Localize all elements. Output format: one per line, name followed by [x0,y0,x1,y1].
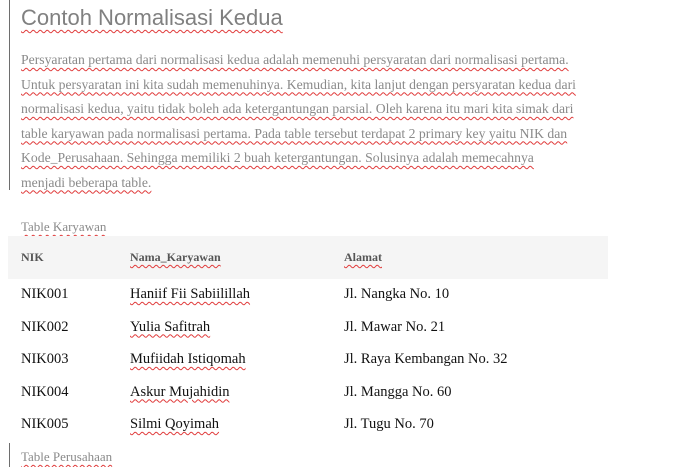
cell-nama: Mufiidah Istiqomah [130,351,246,367]
table-row [8,377,608,410]
paragraph-line: Persyaratan pertama dari normalisasi kedua adalah memenuhi persyaratan dari normalisasi pertama. [21,52,569,67]
cell-nik: NIK004 [21,383,69,400]
table-row [8,279,608,312]
cell-nik: NIK003 [21,351,69,367]
cell-nik: NIK002 [21,318,69,335]
cell-nama: Yulia Safitrah [130,318,211,335]
paragraph-line: table karyawan pada normalisasi pertama. Pada table tersebut terdapat 2 primary key yaitu NIK dan [21,125,568,141]
cell-nik: NIK005 [21,416,69,432]
paragraph-line: menjadi beberapa table. [21,174,152,190]
header-nik: NIK [21,250,44,264]
cell-nama: Askur Mujahidin [130,383,230,400]
paragraph-line: normalisasi kedua, yaitu tidak boleh ada ketergantungan parsial. Oleh karena itu mari kita simak dari [21,101,574,116]
cell-nama: Haniif Fii Sabiilillah [130,286,251,302]
table-row [8,344,608,377]
table-row [8,409,608,442]
cell-alamat: Jl. Mawar No. 21 [344,318,446,335]
left-margin-line [9,0,10,190]
document-heading: Contoh Normalisasi Kedua [21,5,283,30]
paragraph-line: Kode_Perusahaan. Sehingga memiliki 2 buah ketergantungan. Solusinya adalah memecahnya [21,150,534,165]
cell-nama: Silmi Qoyimah [130,416,220,432]
cell-nik: NIK001 [21,286,69,302]
cell-alamat: Jl. Tugu No. 70 [344,416,434,432]
table-header-row [8,236,608,279]
table-karyawan-caption: Table Karyawan [21,219,107,234]
table-karyawan [8,236,608,442]
cell-alamat: Jl. Raya Kembangan No. 32 [344,351,508,367]
table-row [8,312,608,345]
header-alamat: Alamat [344,250,382,264]
cell-alamat: Jl. Nangka No. 10 [344,286,450,302]
paragraph-line: Untuk persyaratan ini kita sudah memenuhinya. Kemudian, kita lanjut dengan persyaratan kedua dari [21,76,576,92]
left-margin-line-lower [9,443,10,467]
header-nama-karyawan: Nama_Karyawan [130,250,221,264]
table-perusahaan-caption: Table Perusahaan [21,449,113,464]
cell-alamat: Jl. Mangga No. 60 [344,383,452,400]
body-paragraph [21,48,651,195]
